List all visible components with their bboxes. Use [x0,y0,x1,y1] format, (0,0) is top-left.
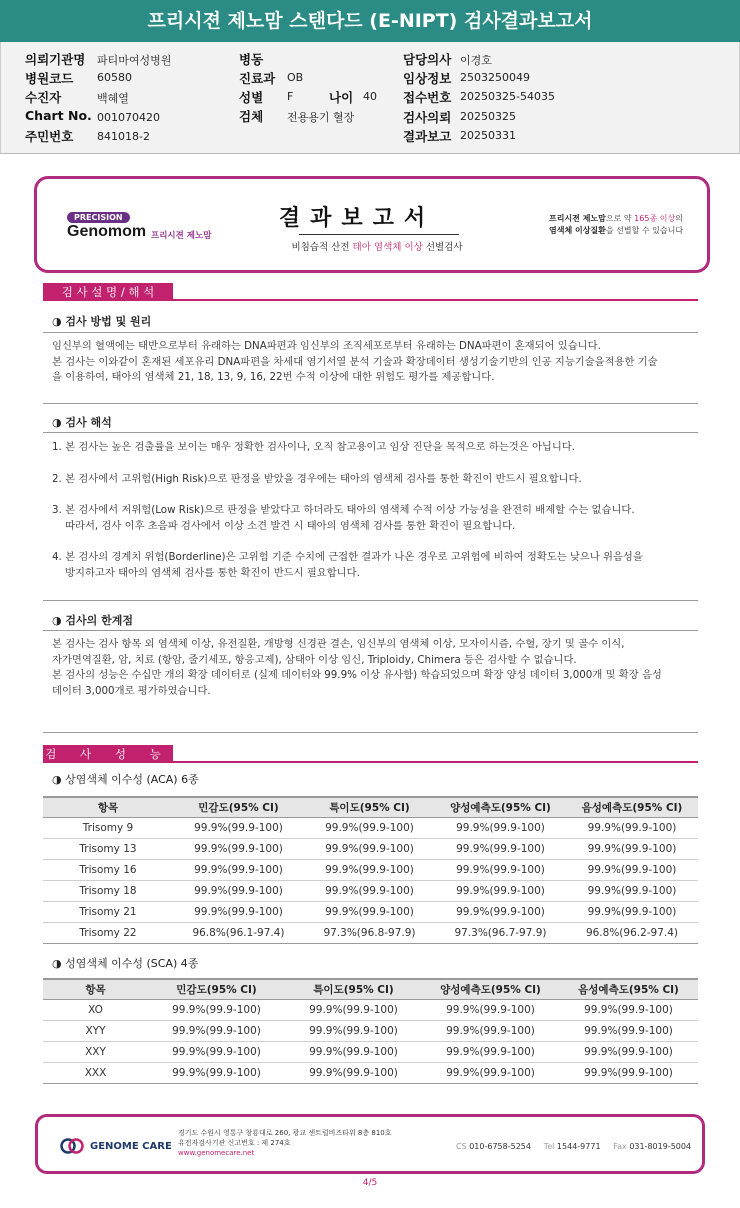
info-value: 이경호 [460,54,492,67]
row-value: 99.9%(99.9-100) [435,817,566,838]
row-value: 99.9%(99.9-100) [304,901,435,922]
row-value: 99.9%(99.9-100) [285,1020,422,1041]
info-label: 담당의사 [403,52,452,67]
row-value: 99.9%(99.9-100) [304,859,435,880]
info-label: 병동 [239,52,264,67]
info-label: 접수번호 [403,90,452,105]
row-value: 99.9%(99.9-100) [435,901,566,922]
col-header: 양성예측도(95% CI) [422,979,559,999]
result-report-subtitle: 비침습적 산전 태아 염색체 이상 선별검사 [291,242,463,253]
precision-badge: PRECISION [67,212,130,223]
row-value: 99.9%(99.9-100) [559,1062,698,1083]
row-item: Trisomy 16 [43,859,173,880]
title-divider [299,234,459,235]
info-value: 20250331 [460,129,516,142]
table-row [43,901,698,922]
col-header: 특이도(95% CI) [285,979,422,999]
info-label: 주민번호 [25,129,74,144]
info-label: 검체 [239,109,264,124]
divider [43,600,698,601]
row-item: Trisomy 13 [43,838,173,859]
info-label: 성별 [239,90,264,105]
info-label: 결과보고 [403,129,452,144]
info-value: 20250325 [460,110,516,123]
row-value: 99.9%(99.9-100) [422,1062,559,1083]
row-value: 96.8%(96.1-97.4) [173,922,304,943]
row-value: 99.9%(99.9-100) [173,859,304,880]
info-value: 001070420 [97,111,160,124]
row-value: 99.9%(99.9-100) [148,1062,285,1083]
row-value: 97.3%(96.8-97.9) [304,922,435,943]
table-row [43,922,698,943]
performance-tab: 검 사 성 능 [43,745,173,763]
aca-title: ◑ 상염색체 이수성 (ACA) 6종 [52,773,199,786]
aca-table [43,796,698,944]
row-value: 99.9%(99.9-100) [285,1041,422,1062]
interpretation-item: 4. 본 검사의 경계치 위험(Borderline)은 고위험 기준 수치에 근접한 결과가 나온 경우로 고위험에 비하여 정확도는 낮으나 위음성을 방지하고자 태아의 염색체 검사를 통한 확진이 반드시 필요합니다. [52,551,643,579]
col-header: 민감도(95% CI) [148,979,285,999]
page-number: 4/5 [362,1178,378,1188]
info-label: 임상정보 [403,71,452,86]
row-value: 99.9%(99.9-100) [559,1041,698,1062]
explanation-section-header [43,283,698,301]
sca-table [43,978,698,1084]
side-note: 프리시젼 제노맘으로 약 165종 이상의 염색체 이상질환을 선별할 수 있습니다 [549,214,684,235]
divider [43,432,698,433]
divider [43,732,698,733]
row-value: 99.9%(99.9-100) [148,999,285,1020]
interpretation-title: ◑ 검사 해석 [52,416,112,429]
limitations-title: ◑ 검사의 한계점 [52,614,134,627]
row-value: 99.9%(99.9-100) [173,838,304,859]
row-value: 99.9%(99.9-100) [566,838,698,859]
info-label: Chart No. [25,108,92,123]
row-value: 99.9%(99.9-100) [173,880,304,901]
row-value: 99.9%(99.9-100) [304,817,435,838]
table-row [43,1041,698,1062]
row-value: 97.3%(96.7-97.9) [435,922,566,943]
result-report-title: 결과보고서 [278,206,436,231]
table-row [43,1062,698,1083]
row-item: Trisomy 18 [43,880,173,901]
info-value: 40 [363,90,377,103]
report-title: 프리시젼 제노맘 스탠다드 (E-NIPT) 검사결과보고서 [0,0,740,42]
limitations-text: 본 검사는 검사 항목 외 염색체 이상, 유전질환, 개방형 신경관 결손, 임신부의 염색체 이상, 모자이시즘, 수혈, 장기 및 골수 이식, 자가면역질환, 암, 치료 (항암, 줄기세포, 항응고제), 삼태아 이상 임신, Triploidy, Chimera 등은 검사할 수 없습니다. 본 검사의 성능은 수십만 개의 확장 데이터로 (실제 데이터와 99.9% 이상 유사함) 학습되었으며 확장 양성 데이터 3,000개 및 확장 음성 데이터 3,000개로 평가하였습니다. [52,638,662,697]
interpretation-item: 2. 본 검사에서 고위험(High Risk)으로 판정을 받았을 경우에는 태아의 염색체 검사를 통한 확진이 반드시 필요합니다. [52,473,582,485]
row-value: 99.9%(99.9-100) [304,838,435,859]
table-row [43,880,698,901]
table-row [43,1020,698,1041]
genomom-logo: Genomom [67,223,147,240]
col-header: 항목 [43,797,173,817]
col-header: 항목 [43,979,148,999]
row-item: XO [43,999,148,1020]
info-value: 2503250049 [460,71,530,84]
row-value: 99.9%(99.9-100) [422,999,559,1020]
row-value: 99.9%(99.9-100) [173,817,304,838]
genome-care-logo-icon [60,1137,84,1155]
footer-card [35,1114,705,1174]
company-url[interactable]: www.genomecare.net [178,1149,255,1157]
row-value: 99.9%(99.9-100) [304,880,435,901]
table-row [43,999,698,1020]
row-value: 99.9%(99.9-100) [566,817,698,838]
row-value: 99.9%(99.9-100) [148,1020,285,1041]
row-value: 96.8%(96.2-97.4) [566,922,698,943]
info-label: 진료과 [239,71,276,86]
col-header: 민감도(95% CI) [173,797,304,817]
info-value: OB [287,71,304,84]
interpretation-item: 1. 본 검사는 높은 검출률을 보이는 매우 정확한 검사이나, 오직 참고용이고 임상 진단을 목적으로 하는것은 아닙니다. [52,441,576,453]
row-value: 99.9%(99.9-100) [559,999,698,1020]
table-row [43,817,698,838]
info-label: 의뢰기관명 [25,52,86,67]
row-value: 99.9%(99.9-100) [148,1041,285,1062]
row-value: 99.9%(99.9-100) [422,1020,559,1041]
table-header-row [43,797,698,817]
row-value: 99.9%(99.9-100) [422,1041,559,1062]
row-item: XXX [43,1062,148,1083]
col-header: 음성예측도(95% CI) [566,797,698,817]
col-header: 특이도(95% CI) [304,797,435,817]
table-row [43,859,698,880]
row-value: 99.9%(99.9-100) [559,1020,698,1041]
performance-section-header [43,745,698,763]
row-value: 99.9%(99.9-100) [566,880,698,901]
row-item: XXY [43,1041,148,1062]
table-header-row [43,979,698,999]
info-label: 수진자 [25,90,62,105]
row-value: 99.9%(99.9-100) [435,838,566,859]
row-value: 99.9%(99.9-100) [435,859,566,880]
info-value: 파티마여성병원 [97,54,172,67]
method-title: ◑ 검사 방법 및 원리 [52,315,152,328]
row-item: Trisomy 22 [43,922,173,943]
row-value: 99.9%(99.9-100) [435,880,566,901]
divider [43,630,698,631]
info-label: 병원코드 [25,71,74,86]
info-value: 전용용기 혈장 [287,111,355,124]
sca-title: ◑ 성염색체 이수성 (SCA) 4종 [52,957,199,970]
company-address: 경기도 수원시 영통구 창룡대로 260, 광교 센트럴비즈타워 8층 810호 유전자검사기관 신고번호 : 제 274호 www.genomecare.net [178,1129,392,1157]
method-text: 임신부의 혈액에는 태반으로부터 유래하는 DNA파편과 임신부의 조직세포로부터 유래하는 DNA파편이 혼재되어 있습니다. 본 검사는 이와같이 혼재된 세포유리 DNA파편을 차세대 염기서열 분석 기술과 확장데이터 생성기술기반의 인공 지능기술을적용한 기술 을 이용하여, 태아의 염색체 21, 18, 13, 9, 16, 22번 수적 이상에 대한 위험도 평가를 제공합니다. [52,340,658,383]
patient-info-panel [0,42,740,154]
logo-subtitle: 프리시젼 제노맘 [151,231,212,241]
col-header: 양성예측도(95% CI) [435,797,566,817]
info-value: 백혜열 [97,92,129,105]
row-value: 99.9%(99.9-100) [285,999,422,1020]
table-row [43,838,698,859]
info-value: F [287,90,294,103]
interpretation-item: 3. 본 검사에서 저위험(Low Risk)으로 판정을 받았다고 하더라도 태아의 염색체 수적 이상 가능성을 완전히 배제할 수는 없습니다. 따라서, 검사 이후 초음파 검사에서 이상 소견 발견 시 태아의 염색체 검사를 통한 확진이 필요합니다. [52,504,635,532]
info-value: 60580 [97,71,132,84]
info-value: 841018-2 [97,130,150,143]
row-value: 99.9%(99.9-100) [566,859,698,880]
report-header-card [34,176,710,273]
row-value: 99.9%(99.9-100) [566,901,698,922]
row-item: XYY [43,1020,148,1041]
row-value: 99.9%(99.9-100) [285,1062,422,1083]
divider [43,403,698,404]
col-header: 음성예측도(95% CI) [559,979,698,999]
explanation-tab: 검 사 설 명 / 해 석 [43,283,173,301]
contact-info: CS 010-6758-5254 Tel 1544-9771 Fax 031-8019-5004 [456,1142,692,1151]
row-item: Trisomy 9 [43,817,173,838]
row-value: 99.9%(99.9-100) [173,901,304,922]
row-item: Trisomy 21 [43,901,173,922]
info-label: 검사의뢰 [403,110,452,125]
info-label: 나이 [329,90,354,105]
divider [43,332,698,333]
info-value: 20250325-54035 [460,90,555,103]
company-name: GENOME CARE [90,1141,172,1152]
